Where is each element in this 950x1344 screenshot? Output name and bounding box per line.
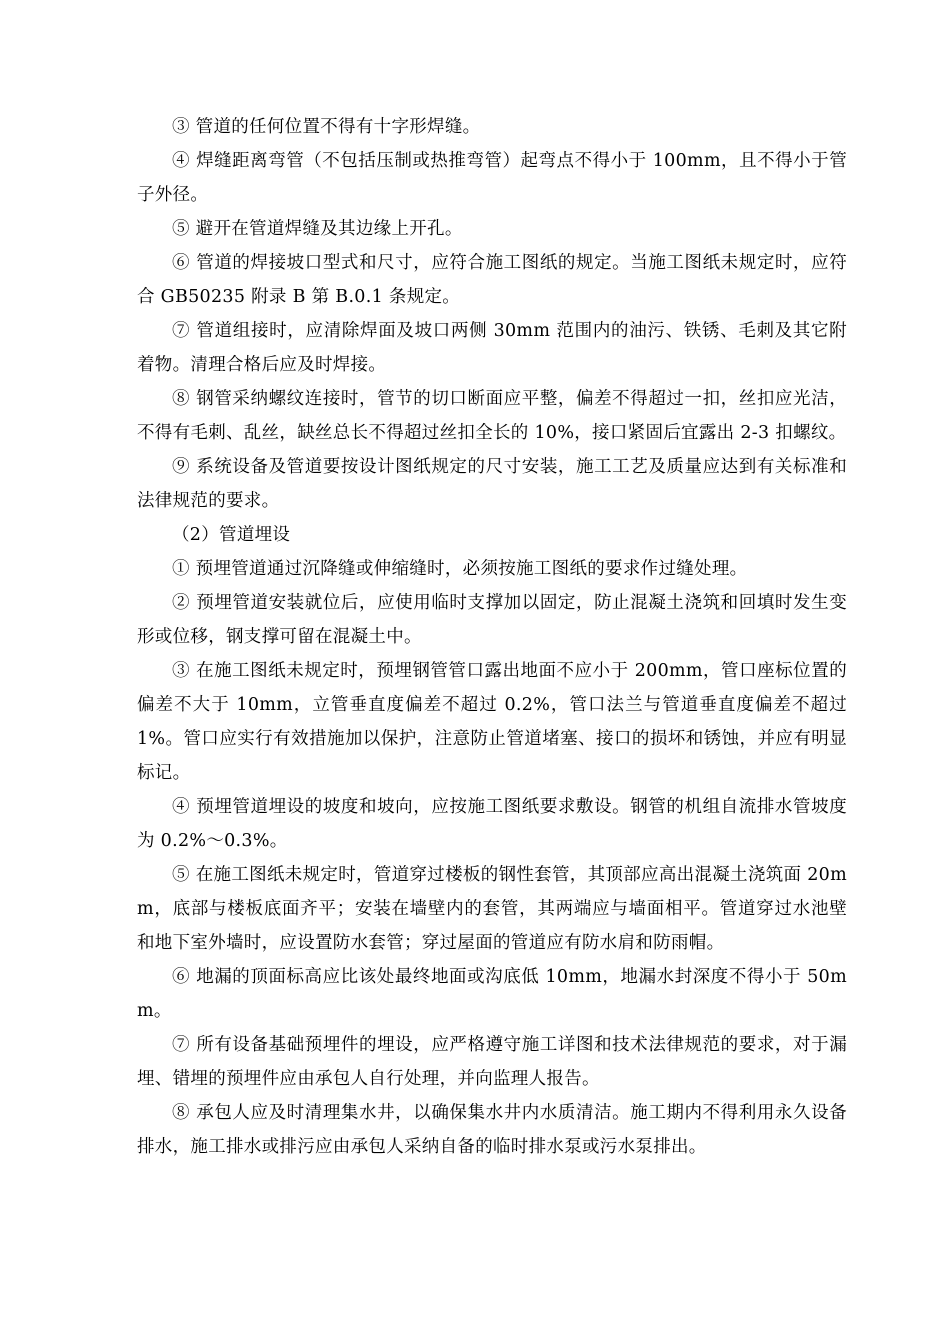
clause-7-pipe-assembly: ⑦ 管道组接时，应清除焊面及坡口两侧 30mm 范围内的油污、铁锈、毛刺及其它附着物。清理合格后应及时焊接。 xyxy=(137,321,847,375)
clause-4-weld-distance: ④ 焊缝距离弯管（不包括压制或热推弯管）起弯点不得小于 100mm，且不得小于管子外径。 xyxy=(137,151,847,205)
burying-clause-4: ④ 预埋管道埋设的坡度和坡向，应按施工图纸要求敷设。钢管的机组自流排水管坡度为 0.2%～0.3%。 xyxy=(137,797,847,851)
burying-clause-5: ⑤ 在施工图纸未规定时，管道穿过楼板的钢性套管，其顶部应高出混凝土浇筑面 20mm，底部与楼板底面齐平；安装在墙壁内的套管，其两端应与墙面相平。管道穿过水池壁和地下室外墙时，应设置防水套管；穿过屋面的管道应有防水肩和防雨帽。 xyxy=(137,865,847,953)
page-body xyxy=(137,110,847,1164)
burying-clause-3: ③ 在施工图纸未规定时，预埋钢管管口露出地面不应小于 200mm，管口座标位置的偏差不大于 10mm，立管垂直度偏差不超过 0.2%，管口法兰与管道垂直度偏差不超过 1%。管口应实行有效措施加以保护，注意防止管道堵塞、接口的损坏和锈蚀，并应有明显标记。 xyxy=(137,661,847,783)
clause-6-groove-type: ⑥ 管道的焊接坡口型式和尺寸，应符合施工图纸的规定。当施工图纸未规定时，应符合 GB50235 附录 B 第 B.0.1 条规定。 xyxy=(137,253,847,307)
burying-clause-1: ① 预埋管道通过沉降缝或伸缩缝时，必须按施工图纸的要求作过缝处理。 xyxy=(172,559,748,579)
burying-clause-6: ⑥ 地漏的顶面标高应比该处最终地面或沟底低 10mm，地漏水封深度不得小于 50mm。 xyxy=(137,967,847,1021)
burying-clause-8: ⑧ 承包人应及时清理集水井，以确保集水井内水质清洁。施工期内不得利用永久设备排水，施工排水或排污应由承包人采纳自备的临时排水泵或污水泵排出。 xyxy=(137,1103,847,1157)
clause-9-installation-standards: ⑨ 系统设备及管道要按设计图纸规定的尺寸安装，施工工艺及质量应达到有关标准和法律规范的要求。 xyxy=(137,457,847,511)
burying-clause-7: ⑦ 所有设备基础预埋件的埋设，应严格遵守施工详图和技术法律规范的要求，对于漏埋、错埋的预埋件应由承包人自行处理，并向监理人报告。 xyxy=(137,1035,847,1089)
clause-3-no-cross-welds: ③ 管道的任何位置不得有十字形焊缝。 xyxy=(172,117,481,137)
section-heading-pipe-burying: （2）管道埋设 xyxy=(172,525,291,545)
clause-8-threaded-connection: ⑧ 钢管采纳螺纹连接时，管节的切口断面应平整，偏差不得超过一扣，丝扣应光洁，不得有毛刺、乱丝，缺丝总长不得超过丝扣全长的 10%，接口紧固后宜露出 2-3 扣螺纹。 xyxy=(137,389,847,443)
clause-5-opening-holes: ⑤ 避开在管道焊缝及其边缘上开孔。 xyxy=(172,219,463,239)
burying-clause-2: ② 预埋管道安装就位后，应使用临时支撑加以固定，防止混凝土浇筑和回填时发生变形或位移，钢支撑可留在混凝土中。 xyxy=(137,593,847,647)
